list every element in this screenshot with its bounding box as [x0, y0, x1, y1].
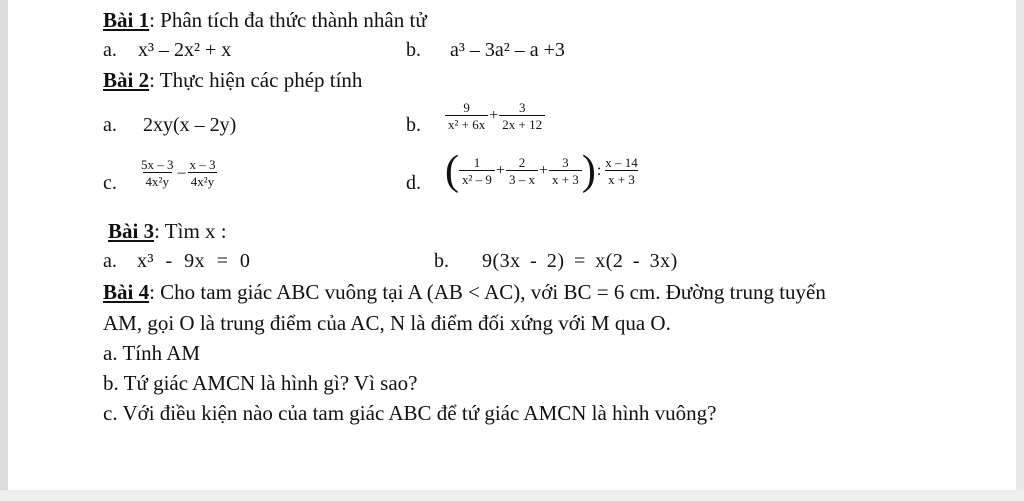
bai2-d-expression — [445, 150, 641, 192]
fraction-denominator: x² – 9 — [459, 170, 495, 187]
bai2-b-expression — [445, 100, 545, 132]
bai2-d-fraction-3 — [549, 155, 582, 187]
left-parenthesis: ( — [445, 148, 459, 194]
fraction-numerator: 3 — [518, 100, 526, 115]
fraction-denominator: x + 3 — [605, 170, 638, 187]
bai1-a-expression: x³ – 2x² + x — [138, 39, 232, 61]
fraction-numerator: x – 3 — [189, 157, 216, 172]
bai2-c-label: c. — [103, 172, 117, 194]
fraction-denominator: 4x²y — [188, 172, 217, 189]
bai4-question-c: c. Với điều kiện nào của tam giác ABC để tứ giác AMCN là hình vuông? — [103, 401, 717, 425]
bai2-a-label: a. — [103, 114, 117, 136]
bai2-c-expression — [138, 157, 219, 189]
bai2-b-fraction-1 — [445, 100, 488, 132]
page-left-margin — [0, 0, 8, 501]
bai2-d-fraction-1 — [459, 155, 495, 187]
fraction-numerator: 3 — [562, 155, 569, 170]
bai3-title: Bài 3 — [108, 219, 155, 243]
fraction-numerator: 2 — [518, 155, 526, 170]
bai2-heading — [103, 68, 362, 92]
division-sign: : — [596, 162, 602, 179]
bai3-a-label: a. — [103, 250, 117, 272]
plus-sign: + — [538, 162, 548, 179]
bai2-c-fraction-1 — [138, 157, 177, 189]
bai4-title: Bài 4 — [103, 280, 150, 304]
fraction-numerator: x – 14 — [605, 155, 638, 170]
page-right-margin — [1016, 0, 1024, 501]
bai4-question-a: a. Tính AM — [103, 341, 201, 365]
bai1-heading — [103, 8, 427, 32]
right-parenthesis: ) — [581, 148, 596, 194]
bai2-c-fraction-2 — [187, 157, 219, 189]
bai1-b-label: b. — [406, 39, 421, 61]
bai1-b-expression: a³ – 3a² – a +3 — [450, 39, 565, 61]
fraction-denominator: 2x + 12 — [499, 115, 545, 132]
bai2-a-expression: 2xy(x – 2y) — [143, 114, 237, 136]
bai3-heading — [108, 219, 227, 243]
bai4-question-b: b. Tứ giác AMCN là hình gì? Vì sao? — [103, 371, 418, 395]
bai3-text: : Tìm x : — [154, 219, 227, 243]
bai4-heading — [103, 280, 826, 304]
bai1-text: : Phân tích đa thức thành nhân tử — [149, 8, 427, 32]
fraction-denominator: 3 – x — [506, 170, 538, 187]
bai2-text: : Thực hiện các phép tính — [149, 68, 363, 92]
bai2-b-fraction-2 — [499, 100, 545, 132]
fraction-denominator: 4x²y — [143, 172, 172, 189]
fraction-numerator: 9 — [463, 100, 470, 115]
bai3-b-expression: 9(3x - 2) = x(2 - 3x) — [482, 250, 678, 272]
fraction-numerator: 5x – 3 — [141, 157, 174, 172]
bai2-b-label: b. — [406, 114, 421, 136]
fraction-numerator: 1 — [473, 155, 481, 170]
bai3-a-expression: x³ - 9x = 0 — [137, 250, 251, 272]
fraction-denominator: x² + 6x — [445, 115, 488, 132]
bai2-d-label: d. — [406, 172, 421, 194]
fraction-denominator: x + 3 — [549, 170, 582, 187]
bai3-b-label: b. — [434, 250, 449, 272]
bai1-title: Bài 1 — [103, 8, 150, 32]
plus-sign: + — [495, 162, 505, 179]
page-bottom-margin — [0, 490, 1024, 501]
bai2-title: Bài 2 — [103, 68, 150, 92]
minus-sign: – — [177, 164, 186, 181]
bai4-text-line-2: AM, gọi O là trung điểm của AC, N là điểm đối xứng với M qua O. — [103, 311, 671, 335]
bai2-d-fraction-2 — [506, 155, 538, 187]
bai2-d-fraction-4 — [602, 155, 641, 187]
plus-sign: + — [489, 107, 499, 124]
bai4-text-line-1: : Cho tam giác ABC vuông tại A (AB < AC), với BC = 6 cm. Đường trung tuyến — [149, 280, 826, 304]
bai1-a-label: a. — [103, 39, 117, 61]
